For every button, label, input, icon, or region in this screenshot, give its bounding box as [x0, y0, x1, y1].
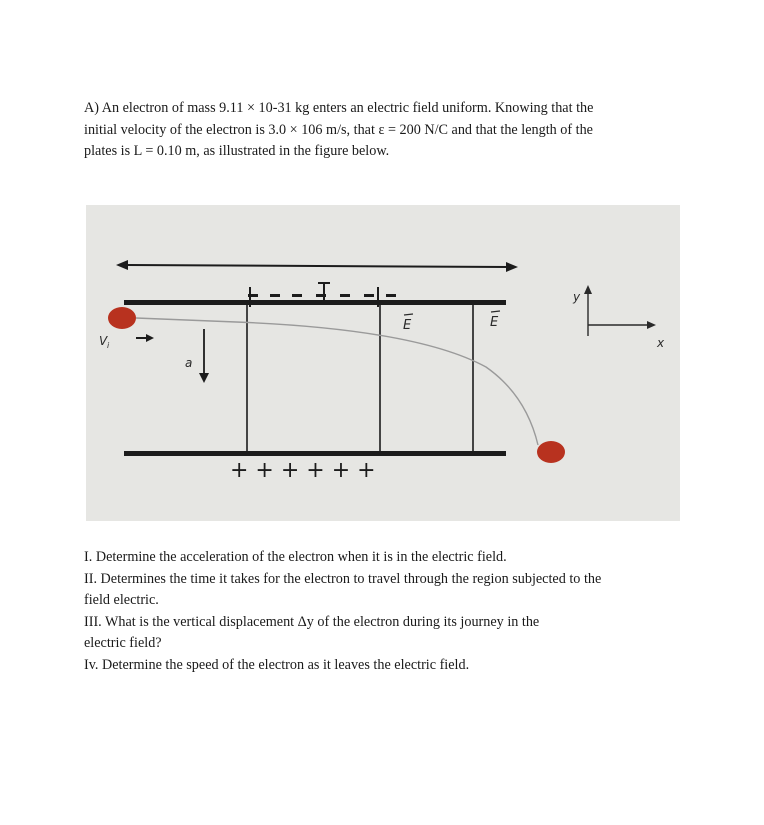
question-line: I. Determine the acceleration of the electron when it is in the electric field.	[84, 549, 507, 565]
question-line: III. What is the vertical displacement Δy of the electron during its journey in the	[84, 613, 540, 630]
bottom-plate	[124, 451, 506, 456]
negative-charges	[248, 294, 396, 297]
electric-field-figure	[86, 205, 680, 521]
velocity-subscript: i	[107, 341, 110, 350]
top-plate	[124, 300, 506, 305]
intro-line-1: A) An electron of mass 9.11 × 10-31 kg enters an electric field uniform. Knowing that the	[84, 100, 594, 116]
velocity-label: V	[99, 334, 108, 348]
intro-line-3: plates is L = 0.10 m, as illustrated in the figure below.	[84, 143, 390, 159]
field-label-1: E	[403, 318, 412, 333]
question-line: II. Determines the time it takes for the electron to travel through the region subjected to the	[84, 570, 602, 587]
question-line: Iv. Determine the speed of the electron as it leaves the electric field.	[84, 656, 470, 673]
figure-background	[86, 205, 680, 521]
acceleration-label: a	[185, 356, 193, 370]
y-axis-label: y	[573, 290, 581, 304]
field-label-2: E	[490, 315, 499, 330]
positive-charges: + + + + + +	[230, 458, 376, 483]
intro-line-2: initial velocity of the electron is 3.0 × 106 m/s, that ε = 200 N/C and that the length of the	[84, 121, 593, 138]
x-axis-label: x	[657, 336, 665, 350]
question-line: field electric.	[84, 592, 159, 608]
question-line: electric field?	[84, 635, 162, 651]
electron-final	[537, 441, 565, 463]
questions-list	[84, 547, 684, 676]
problem-statement	[84, 98, 684, 163]
electron-initial	[108, 307, 136, 329]
